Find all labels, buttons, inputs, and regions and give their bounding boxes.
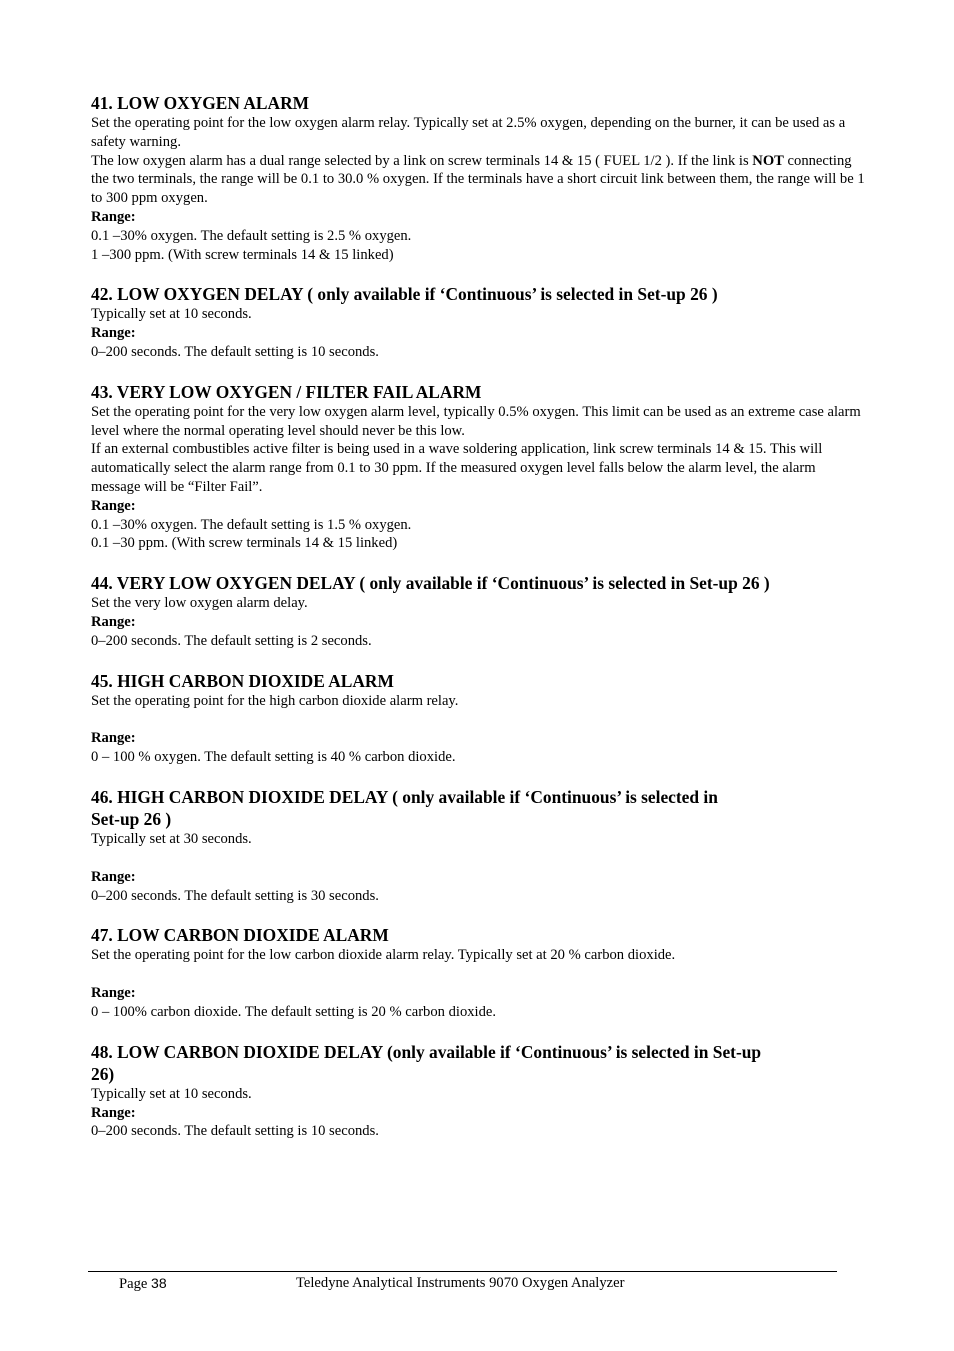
paragraph: Typically set at 10 seconds. [91,1085,252,1102]
section-42 [91,283,866,361]
document-title: Teledyne Analytical Instruments 9070 Oxygen Analyzer [296,1275,625,1291]
paragraph: If an external combustibles active filter is being used in a wave soldering application, link screw terminals 14 & 15. This will automatically select the alarm range from 0.1 to 30 ppm. If the measured oxygen level falls below the alarm level, the alarm message will be “Filter Fail”. [91,441,823,495]
range-label: Range: [91,868,136,885]
range-value: 0.1 –30% oxygen. The default setting is 2.5 % oxygen. [91,227,412,244]
range-value: 0–200 seconds. The default setting is 10 seconds. [91,343,379,360]
spacer [91,849,866,868]
range-value: 0–200 seconds. The default setting is 2 seconds. [91,632,372,649]
paragraph: Set the operating point for the low oxygen alarm relay. Typically set at 2.5% oxygen, depending on the burner, it can be used as a safety warning. [91,115,846,150]
document-body [91,92,866,1160]
range-label: Range: [91,497,136,514]
range-value: 0.1 –30 ppm. (With screw terminals 14 & 15 linked) [91,535,398,552]
spacer [91,710,866,729]
paragraph: Set the operating point for the low carbon dioxide alarm relay. Typically set at 20 % carbon dioxide. [91,947,676,964]
section-heading: 41. LOW OXYGEN ALARM [91,93,310,113]
range-value: 0–200 seconds. The default setting is 10 seconds. [91,1123,379,1140]
range-value: 0 – 100% carbon dioxide. The default setting is 20 % carbon dioxide. [91,1003,497,1020]
section-44 [91,572,866,650]
range-label: Range: [91,325,136,342]
section-heading: 45. HIGH CARBON DIOXIDE ALARM [91,670,394,691]
paragraph: The low oxygen alarm has a dual range selected by a link on screw terminals 14 & 15 ( FUEL 1/2 ). If the link is NOT connecting the two terminals, the range will be 0.1 to 30.0 % oxygen. If the terminals have a short circuit link between them, the range will be 1 to 300 ppm oxygen. [91,152,865,207]
spacer [91,965,866,984]
paragraph: Set the very low oxygen alarm delay. [91,595,308,612]
range-value: 0 – 100 % oxygen. The default setting is 40 % carbon dioxide. [91,749,456,766]
section-43 [91,381,866,553]
paragraph: Typically set at 30 seconds. [91,830,252,847]
range-label: Range: [91,985,136,1002]
range-label: Range: [91,613,136,630]
section-heading: 42. LOW OXYGEN DELAY ( only available if ‘Continuous’ is selected in Set-up 26 ) [91,284,718,305]
range-value: 0–200 seconds. The default setting is 30 seconds. [91,887,379,904]
page-number-label: Page 38 [119,1275,167,1292]
range-label: Range: [91,208,136,225]
section-heading: 43. VERY LOW OXYGEN / FILTER FAIL ALARM [91,381,482,402]
paragraph: Set the operating point for the high carbon dioxide alarm relay. [91,692,459,709]
range-value: 1 –300 ppm. (With screw terminals 14 & 15 linked) [91,246,394,263]
range-label: Range: [91,1104,136,1121]
section-heading: 47. LOW CARBON DIOXIDE ALARM [91,925,389,946]
section-heading: 44. VERY LOW OXYGEN DELAY ( only available if ‘Continuous’ is selected in Set-up 26 ) [91,573,770,594]
section-41 [91,92,866,264]
emphasis-text: NOT [752,152,784,169]
section-47 [91,924,866,1021]
section-48 [91,1041,866,1141]
section-heading: 48. LOW CARBON DIOXIDE DELAY (only available if ‘Continuous’ is selected in Set-up 26) [91,1041,762,1084]
paragraph: Set the operating point for the very low oxygen alarm level, typically 0.5% oxygen. This limit can be used as an extreme case alarm level where the normal operating level should never be this low. [91,403,861,439]
page-number: 38 [151,1275,167,1291]
footer-divider [88,1271,837,1272]
section-45 [91,670,866,767]
section-heading: 46. HIGH CARBON DIOXIDE DELAY ( only available if ‘Continuous’ is selected in Set-up 26 ) [91,786,718,829]
range-label: Range: [91,730,136,747]
paragraph: Typically set at 10 seconds. [91,306,252,323]
range-value: 0.1 –30% oxygen. The default setting is 1.5 % oxygen. [91,516,412,533]
section-46 [91,786,866,905]
